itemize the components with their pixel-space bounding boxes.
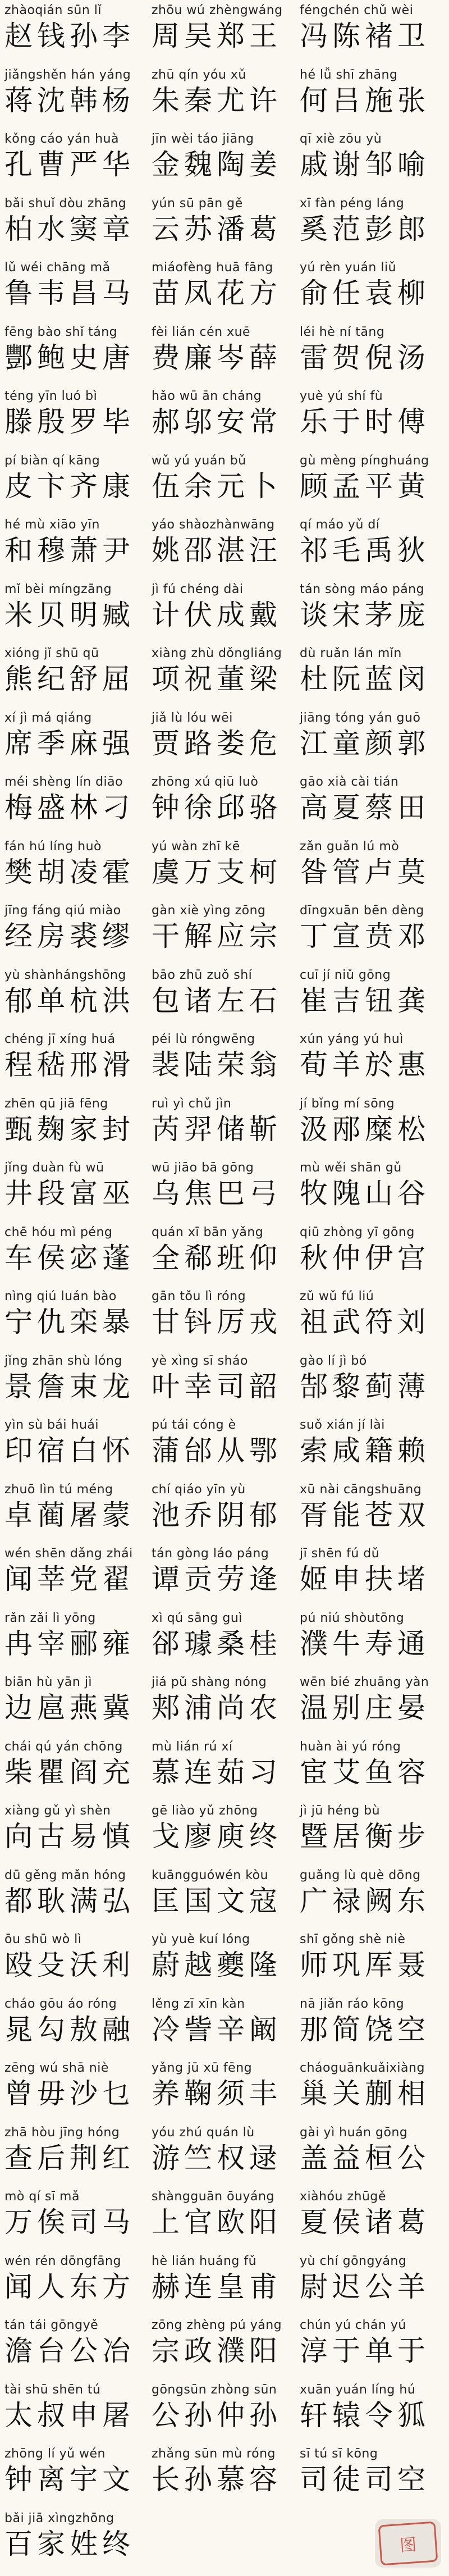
surname-row bbox=[0, 324, 449, 376]
surname-chars: 公孙仲孙 bbox=[152, 2399, 282, 2432]
pinyin-line: quán xī bān yǎng bbox=[152, 1225, 264, 1239]
surname-chars: 养鞠须丰 bbox=[152, 2077, 282, 2110]
surname-chars: 郏浦尚农 bbox=[152, 1692, 282, 1724]
pinyin-line: fèi lián cén xuē bbox=[152, 325, 251, 339]
pinyin-line: zǎn guǎn lú mò bbox=[300, 840, 400, 854]
pinyin-line: chí qiáo yīn yù bbox=[152, 1483, 246, 1497]
pinyin-line: jì jū héng bù bbox=[300, 1804, 381, 1818]
surname-chars: 高夏蔡田 bbox=[300, 791, 430, 824]
surname-row bbox=[0, 2060, 449, 2112]
surname-row bbox=[0, 259, 449, 311]
surname-row bbox=[0, 2382, 449, 2433]
pinyin-line: sī tú sī kōng bbox=[300, 2447, 378, 2461]
surname-row bbox=[0, 902, 449, 954]
pinyin-line: wū jiāo bā gōng bbox=[152, 1161, 254, 1175]
surname-chars: 冯陈褚卫 bbox=[300, 20, 430, 52]
surname-chars: 长孙慕容 bbox=[152, 2463, 282, 2496]
pinyin-line: gāo xià cài tián bbox=[300, 775, 399, 789]
pinyin-line: zōng zhèng pú yáng bbox=[152, 2318, 282, 2332]
pinyin-line: jīng fáng qiú miào bbox=[4, 904, 121, 918]
surname-chars: 柴瞿阎充 bbox=[4, 1756, 135, 1789]
surname-chars: 澹台公冶 bbox=[4, 2335, 135, 2367]
surname-chars: 车侯宓蓬 bbox=[4, 1242, 135, 1274]
surname-chars: 汲邴糜松 bbox=[300, 1113, 430, 1146]
surname-row bbox=[0, 1353, 449, 1405]
surname-chars: 虞万支柯 bbox=[152, 856, 282, 888]
surname-row bbox=[0, 2446, 449, 2497]
surname-chars: 殴殳沃利 bbox=[4, 1949, 135, 1981]
pinyin-line: wén rén dōngfāng bbox=[4, 2254, 121, 2268]
pinyin-line: tán tái gōngyě bbox=[4, 2318, 99, 2332]
surname-chars: 慕连茹习 bbox=[152, 1756, 282, 1789]
pinyin-line: gān tǒu lì róng bbox=[152, 1289, 246, 1303]
surname-row bbox=[0, 131, 449, 183]
surname-row bbox=[0, 1931, 449, 1983]
surname-chars: 丁宣贲邓 bbox=[300, 920, 430, 952]
surname-chars: 甘钭厉戎 bbox=[152, 1306, 282, 1338]
pinyin-line: léi hè ní tāng bbox=[300, 325, 385, 339]
surname-chars: 井段富巫 bbox=[4, 1177, 135, 1210]
surname-chars: 印宿白怀 bbox=[4, 1434, 135, 1467]
pinyin-line: kǒng cáo yán huà bbox=[4, 132, 119, 146]
surname-row bbox=[0, 2253, 449, 2305]
pinyin-line: miáofèng huā fāng bbox=[152, 261, 273, 275]
pinyin-line: féngchén chǔ wèi bbox=[300, 3, 414, 17]
surname-chars: 乌焦巴弓 bbox=[152, 1177, 282, 1210]
surname-chars: 边扈燕冀 bbox=[4, 1692, 135, 1724]
surname-row bbox=[0, 581, 449, 633]
pinyin-line: bǎi shuǐ dòu zhāng bbox=[4, 197, 127, 211]
surname-chars: 师巩厍聂 bbox=[300, 1949, 430, 1981]
pinyin-line: chái qú yán chōng bbox=[4, 1740, 123, 1754]
surname-chars: 和穆萧尹 bbox=[4, 534, 135, 567]
pinyin-line: xiàhóu zhūgě bbox=[300, 2190, 386, 2204]
surname-chars: 计伏成戴 bbox=[152, 599, 282, 631]
surname-chars: 柏水窦章 bbox=[4, 213, 135, 245]
surname-chars: 广禄阙东 bbox=[300, 1885, 430, 1917]
surname-row bbox=[0, 1160, 449, 1211]
surname-chars: 戚谢邹喻 bbox=[300, 148, 430, 181]
pinyin-line: chéng jī xíng huá bbox=[4, 1032, 116, 1046]
surname-chars: 熊纪舒屈 bbox=[4, 663, 135, 695]
pinyin-line: xuān yuán líng hú bbox=[300, 2383, 416, 2397]
pinyin-line: mò qí sī mǎ bbox=[4, 2190, 80, 2204]
surname-chars: 景詹束龙 bbox=[4, 1370, 135, 1403]
surname-chars: 牧隗山谷 bbox=[300, 1177, 430, 1210]
pinyin-line: yù shànhángshōng bbox=[4, 968, 126, 982]
surname-chars: 宦艾鱼容 bbox=[300, 1756, 430, 1789]
pinyin-line: zhàoqián sūn lǐ bbox=[4, 3, 102, 17]
pinyin-line: nìng qiú luán bào bbox=[4, 1289, 117, 1303]
surname-row bbox=[0, 1610, 449, 1662]
surname-chars: 匡国文寇 bbox=[152, 1885, 282, 1917]
surname-chars: 百家姓终 bbox=[4, 2528, 135, 2560]
seal-glyph: 图 bbox=[399, 2534, 418, 2556]
surname-chars: 俞任袁柳 bbox=[300, 277, 430, 309]
pinyin-line: yóu zhú quán lù bbox=[152, 2126, 255, 2140]
pinyin-line: zhū qín yóu xǔ bbox=[152, 68, 246, 82]
surname-chars: 顾孟平黄 bbox=[300, 470, 430, 503]
pinyin-line: pú niú shòutōng bbox=[300, 1611, 405, 1625]
surname-chars: 钟离宇文 bbox=[4, 2463, 135, 2496]
surname-row bbox=[0, 710, 449, 762]
surname-chars: 崔吉钮龚 bbox=[300, 984, 430, 1017]
pinyin-line: yè xìng sī sháo bbox=[152, 1354, 248, 1368]
pinyin-line: nā jiǎn ráo kōng bbox=[300, 1997, 405, 2011]
pinyin-line: hè lián huáng fǔ bbox=[152, 2254, 257, 2268]
surname-chars: 孔曹严华 bbox=[4, 148, 135, 181]
surname-chars: 池乔阴郁 bbox=[152, 1499, 282, 1531]
surname-chars: 席季麻强 bbox=[4, 727, 135, 760]
surname-row bbox=[0, 1417, 449, 1469]
surname-chars: 盖益桓公 bbox=[300, 2142, 430, 2174]
pinyin-line: zhōng lí yǔ wén bbox=[4, 2447, 106, 2461]
surname-chars: 蔚越夔隆 bbox=[152, 1949, 282, 1981]
surname-chars: 云苏潘葛 bbox=[152, 213, 282, 245]
pinyin-line: jiǎngshěn hán yáng bbox=[4, 68, 131, 82]
surname-chars: 荀羊於惠 bbox=[300, 1048, 430, 1081]
surname-chars: 晁勾敖融 bbox=[4, 2013, 135, 2046]
pinyin-line: xū nài cāngshuāng bbox=[300, 1483, 422, 1497]
pinyin-line: zēng wú shā niè bbox=[4, 2061, 109, 2075]
surname-chars: 赫连皇甫 bbox=[152, 2270, 282, 2303]
pinyin-line: zhōu wú zhèngwáng bbox=[152, 3, 283, 17]
pinyin-line: kuāngguówén kòu bbox=[152, 1868, 269, 1882]
surname-chars: 郜黎蓟薄 bbox=[300, 1370, 430, 1403]
pinyin-line: pú tái cóng è bbox=[152, 1418, 236, 1432]
surname-chars: 索咸籍赖 bbox=[300, 1434, 430, 1467]
surname-chars: 梅盛林刁 bbox=[4, 791, 135, 824]
surname-row bbox=[0, 1867, 449, 1919]
surname-chars: 谈宋茅庞 bbox=[300, 599, 430, 631]
surname-chars: 胥能苍双 bbox=[300, 1499, 430, 1531]
pinyin-line: cháoguānkuǎixiàng bbox=[300, 2061, 425, 2075]
pinyin-line: yuè yú shí fù bbox=[300, 389, 383, 403]
pinyin-line: xī fàn péng láng bbox=[300, 197, 405, 211]
surname-chars: 苗凤花方 bbox=[152, 277, 282, 309]
surname-chars: 赵钱孙李 bbox=[4, 20, 135, 52]
surname-chars: 闻人东方 bbox=[4, 2270, 135, 2303]
pinyin-line: yìn sù bái huái bbox=[4, 1418, 99, 1432]
pinyin-line: yún sū pān gě bbox=[152, 197, 243, 211]
surname-chars: 轩辕令狐 bbox=[300, 2399, 430, 2432]
surname-chars: 何吕施张 bbox=[300, 84, 430, 117]
surname-chars: 叶幸司韶 bbox=[152, 1370, 282, 1403]
pinyin-line: xí jì má qiáng bbox=[4, 711, 92, 725]
surname-chars: 经房裘缪 bbox=[4, 920, 135, 952]
surname-chars: 贾路娄危 bbox=[152, 727, 282, 760]
surname-chars: 祁毛禹狄 bbox=[300, 534, 430, 567]
pinyin-line: cháo gōu áo róng bbox=[4, 1997, 117, 2011]
surname-chars: 郝邬安常 bbox=[152, 405, 282, 438]
surname-chars: 昝管卢莫 bbox=[300, 856, 430, 888]
pinyin-line: péi lù róngwēng bbox=[152, 1032, 255, 1046]
pinyin-line: jǐng duàn fù wū bbox=[4, 1161, 104, 1175]
surname-row bbox=[0, 1288, 449, 1340]
surname-row bbox=[0, 1674, 449, 1726]
pinyin-line: jí bǐng mí sōng bbox=[300, 1097, 395, 1111]
surname-chars: 宗政濮阳 bbox=[152, 2335, 282, 2367]
pinyin-line: fēng bào shǐ táng bbox=[4, 325, 118, 339]
surname-chars: 费廉岑薛 bbox=[152, 341, 282, 374]
surname-chars: 戈廖庾终 bbox=[152, 1820, 282, 1853]
surname-chars: 蒋沈韩杨 bbox=[4, 84, 135, 117]
surname-chars: 郤璩桑桂 bbox=[152, 1627, 282, 1660]
pinyin-line: gōngsūn zhòng sūn bbox=[152, 2383, 277, 2397]
surname-chars: 万俟司马 bbox=[4, 2206, 135, 2238]
surname-chars: 酆鲍史唐 bbox=[4, 341, 135, 374]
pinyin-line: mǐ bèi míngzāng bbox=[4, 582, 112, 596]
pinyin-line: zǔ wǔ fú liú bbox=[300, 1289, 374, 1303]
pinyin-line: téng yīn luó bì bbox=[4, 389, 98, 403]
pinyin-line: xún yáng yú huì bbox=[300, 1032, 404, 1046]
pinyin-line: xiàng zhù dǒngliáng bbox=[152, 646, 282, 660]
pinyin-line: bǎi jiā xìngzhōng bbox=[4, 2511, 114, 2525]
pinyin-line: gào lí jì bó bbox=[300, 1354, 367, 1368]
pinyin-line: pí biàn qí kāng bbox=[4, 454, 100, 468]
surname-chars: 芮羿储靳 bbox=[152, 1113, 282, 1146]
surname-chars: 那简饶空 bbox=[300, 2013, 430, 2046]
surname-chars: 冉宰郦雍 bbox=[4, 1627, 135, 1660]
pinyin-line: ōu shū wò lì bbox=[4, 1932, 82, 1946]
pinyin-line: zhuō lìn tú méng bbox=[4, 1483, 113, 1497]
pinyin-line: suǒ xián jí lài bbox=[300, 1418, 385, 1432]
surname-chars: 都耿满弘 bbox=[4, 1885, 135, 1917]
pinyin-line: tán gòng láo páng bbox=[152, 1547, 269, 1561]
pinyin-line: rǎn zǎi lì yōng bbox=[4, 1611, 96, 1625]
surname-chars: 姬申扶堵 bbox=[300, 1563, 430, 1595]
surname-row bbox=[0, 645, 449, 697]
surname-chars: 姚邵湛汪 bbox=[152, 534, 282, 567]
surname-chars: 程嵇邢滑 bbox=[4, 1048, 135, 1081]
pinyin-line: shī gǒng shè niè bbox=[300, 1932, 406, 1946]
surname-chars: 谭贡劳逄 bbox=[152, 1563, 282, 1595]
pinyin-line: yǎng jū xū fēng bbox=[152, 2061, 253, 2075]
pinyin-line: gàn xiè yìng zōng bbox=[152, 904, 266, 918]
surname-chars: 米贝明臧 bbox=[4, 599, 135, 631]
pinyin-line: ruì yì chǔ jìn bbox=[152, 1097, 232, 1111]
surname-chars: 向古易慎 bbox=[4, 1820, 135, 1853]
pinyin-line: zhā hòu jīng hóng bbox=[4, 2126, 120, 2140]
surname-chars: 夏侯诸葛 bbox=[300, 2206, 430, 2238]
surname-chars: 雷贺倪汤 bbox=[300, 341, 430, 374]
surname-chars: 伍余元卜 bbox=[152, 470, 282, 503]
surname-chars: 蒲邰从鄂 bbox=[152, 1434, 282, 1467]
pinyin-line: fán hú líng huò bbox=[4, 840, 102, 854]
pinyin-line: gù mèng pínghuáng bbox=[300, 454, 429, 468]
pinyin-line: zhǎng sūn mù róng bbox=[152, 2447, 276, 2461]
pinyin-line: xiàng gǔ yì shèn bbox=[4, 1804, 111, 1818]
surname-chars: 暨居衡步 bbox=[300, 1820, 430, 1853]
pinyin-line: yáo shàozhànwāng bbox=[152, 518, 275, 532]
surname-row bbox=[0, 1481, 449, 1533]
surname-row bbox=[0, 195, 449, 247]
surname-chars: 宁仇栾暴 bbox=[4, 1306, 135, 1338]
surname-chars: 乐于时傅 bbox=[300, 405, 430, 438]
pinyin-line: jiá pǔ shàng nóng bbox=[152, 1675, 267, 1689]
surname-row bbox=[0, 2189, 449, 2240]
pinyin-line: chē hóu mì péng bbox=[4, 1225, 113, 1239]
surname-row bbox=[0, 967, 449, 1019]
pinyin-line: guǎng lù què dōng bbox=[300, 1868, 421, 1882]
pinyin-line: mù lián rú xí bbox=[152, 1740, 233, 1754]
pinyin-line: méi shèng lín diāo bbox=[4, 775, 123, 789]
seal-icon bbox=[378, 2522, 438, 2566]
surname-chars: 曾毋沙乜 bbox=[4, 2077, 135, 2110]
surname-chars: 朱秦尤许 bbox=[152, 84, 282, 117]
surname-chars: 郁单杭洪 bbox=[4, 984, 135, 1017]
surname-row bbox=[0, 1803, 449, 1854]
surname-row bbox=[0, 453, 449, 504]
pinyin-line: jǐng zhān shù lóng bbox=[4, 1354, 122, 1368]
pinyin-line: qiū zhòng yī gōng bbox=[300, 1225, 415, 1239]
surname-chars: 鲁韦昌马 bbox=[4, 277, 135, 309]
surname-chars: 甄麹家封 bbox=[4, 1113, 135, 1146]
pinyin-line: zhēn qū jiā fēng bbox=[4, 1097, 108, 1111]
pinyin-line: wēn bié zhuāng yàn bbox=[300, 1675, 429, 1689]
pinyin-line: gē liào yǔ zhōng bbox=[152, 1804, 258, 1818]
surname-chars: 上官欧阳 bbox=[152, 2206, 282, 2238]
pinyin-line: dīngxuān bēn dèng bbox=[300, 904, 424, 918]
pinyin-line: tán sòng máo páng bbox=[300, 582, 425, 596]
surname-chars: 全郗班仰 bbox=[152, 1242, 282, 1274]
surname-row bbox=[0, 2317, 449, 2369]
surname-chars: 太叔申屠 bbox=[4, 2399, 135, 2432]
surname-chars: 干解应宗 bbox=[152, 920, 282, 952]
surname-chars: 淳于单于 bbox=[300, 2335, 430, 2367]
pinyin-line: gài yì huán gōng bbox=[300, 2126, 408, 2140]
surname-row bbox=[0, 517, 449, 568]
surname-chars: 司徒司空 bbox=[300, 2463, 430, 2496]
pinyin-line: xì qú sāng guì bbox=[152, 1611, 242, 1625]
surname-chars: 周吴郑王 bbox=[152, 20, 282, 52]
pinyin-line: shàngguān ōuyáng bbox=[152, 2190, 274, 2204]
pinyin-line: lǔ wéi chāng mǎ bbox=[4, 261, 111, 275]
pinyin-line: wǔ yú yuán bǔ bbox=[152, 454, 246, 468]
pinyin-line: jì fú chéng dài bbox=[152, 582, 244, 596]
pinyin-line: qí máo yǔ dí bbox=[300, 518, 380, 532]
surname-chars: 杜阮蓝闵 bbox=[300, 663, 430, 695]
pinyin-line: dù ruǎn lán mǐn bbox=[300, 646, 402, 660]
pinyin-line: huàn ài yú róng bbox=[300, 1740, 401, 1754]
pinyin-line: yù yuè kuí lóng bbox=[152, 1932, 250, 1946]
surname-row bbox=[0, 774, 449, 826]
pinyin-line: jī shēn fú dǔ bbox=[300, 1547, 380, 1561]
surname-row bbox=[0, 388, 449, 440]
surname-chars: 闻莘党翟 bbox=[4, 1563, 135, 1595]
pinyin-line: qī xiè zōu yù bbox=[300, 132, 382, 146]
pinyin-line: mù wěi shān gǔ bbox=[300, 1161, 402, 1175]
pinyin-line: hé lǚ shī zhāng bbox=[300, 68, 398, 82]
surname-chars: 包诸左石 bbox=[152, 984, 282, 1017]
surname-chars: 皮卞齐康 bbox=[4, 470, 135, 503]
surname-chars: 钟徐邱骆 bbox=[152, 791, 282, 824]
pinyin-line: tài shū shēn tú bbox=[4, 2383, 101, 2397]
pinyin-line: wén shēn dǎng zhái bbox=[4, 1547, 133, 1561]
surname-row bbox=[0, 1096, 449, 1147]
pinyin-line: jiǎ lù lóu wēi bbox=[152, 711, 233, 725]
surname-row bbox=[0, 2124, 449, 2176]
pinyin-line: jiāng tóng yán guō bbox=[300, 711, 421, 725]
pinyin-line: yú rèn yuán liǔ bbox=[300, 261, 397, 275]
surname-row bbox=[0, 1224, 449, 1276]
surname-row bbox=[0, 2, 449, 54]
pinyin-line: xióng jǐ shū qū bbox=[4, 646, 99, 660]
pinyin-line: yú wàn zhī kē bbox=[152, 840, 240, 854]
surname-chars: 秋仲伊宫 bbox=[300, 1242, 430, 1274]
pinyin-line: lěng zī xīn kàn bbox=[152, 1997, 245, 2011]
pinyin-line: dū gěng mǎn hóng bbox=[4, 1868, 126, 1882]
surname-chars: 项祝董梁 bbox=[152, 663, 282, 695]
surname-chars: 游竺权逯 bbox=[152, 2142, 282, 2174]
pinyin-line: cuī jí niǔ gōng bbox=[300, 968, 391, 982]
pinyin-line: hé mù xiāo yīn bbox=[4, 518, 100, 532]
surname-chars: 江童颜郭 bbox=[300, 727, 430, 760]
pinyin-line: chún yú chán yú bbox=[300, 2318, 406, 2332]
pinyin-line: biān hù yān jì bbox=[4, 1675, 93, 1689]
surname-row bbox=[0, 1996, 449, 2048]
pinyin-line: bāo zhū zuǒ shí bbox=[152, 968, 253, 982]
surname-row bbox=[0, 838, 449, 890]
surname-chars: 尉迟公羊 bbox=[300, 2270, 430, 2303]
surname-chars: 卓蔺屠蒙 bbox=[4, 1499, 135, 1531]
surname-row bbox=[0, 1545, 449, 1597]
pinyin-line: yù chí gōngyáng bbox=[300, 2254, 407, 2268]
surname-chars: 濮牛寿通 bbox=[300, 1627, 430, 1660]
surname-row bbox=[0, 1031, 449, 1083]
surname-chars: 裴陆荣翁 bbox=[152, 1048, 282, 1081]
pinyin-line: jīn wèi táo jiāng bbox=[152, 132, 254, 146]
pinyin-line: zhōng xú qiū luò bbox=[152, 775, 259, 789]
surname-chars: 查后荆红 bbox=[4, 2142, 135, 2174]
surname-chars: 温别庄晏 bbox=[300, 1692, 430, 1724]
surname-chars: 金魏陶姜 bbox=[152, 148, 282, 181]
surname-chars: 祖武符刘 bbox=[300, 1306, 430, 1338]
pinyin-line: hǎo wū ān cháng bbox=[152, 389, 262, 403]
surname-chars: 滕殷罗毕 bbox=[4, 405, 135, 438]
watermark-stamp bbox=[375, 2519, 441, 2568]
surname-chars: 冷訾辛阚 bbox=[152, 2013, 282, 2046]
surname-chars: 巢关蒯相 bbox=[300, 2077, 430, 2110]
surname-chars: 樊胡凌霍 bbox=[4, 856, 135, 888]
surname-chars: 奚范彭郎 bbox=[300, 213, 430, 245]
surname-row bbox=[0, 1739, 449, 1790]
surname-row bbox=[0, 67, 449, 118]
